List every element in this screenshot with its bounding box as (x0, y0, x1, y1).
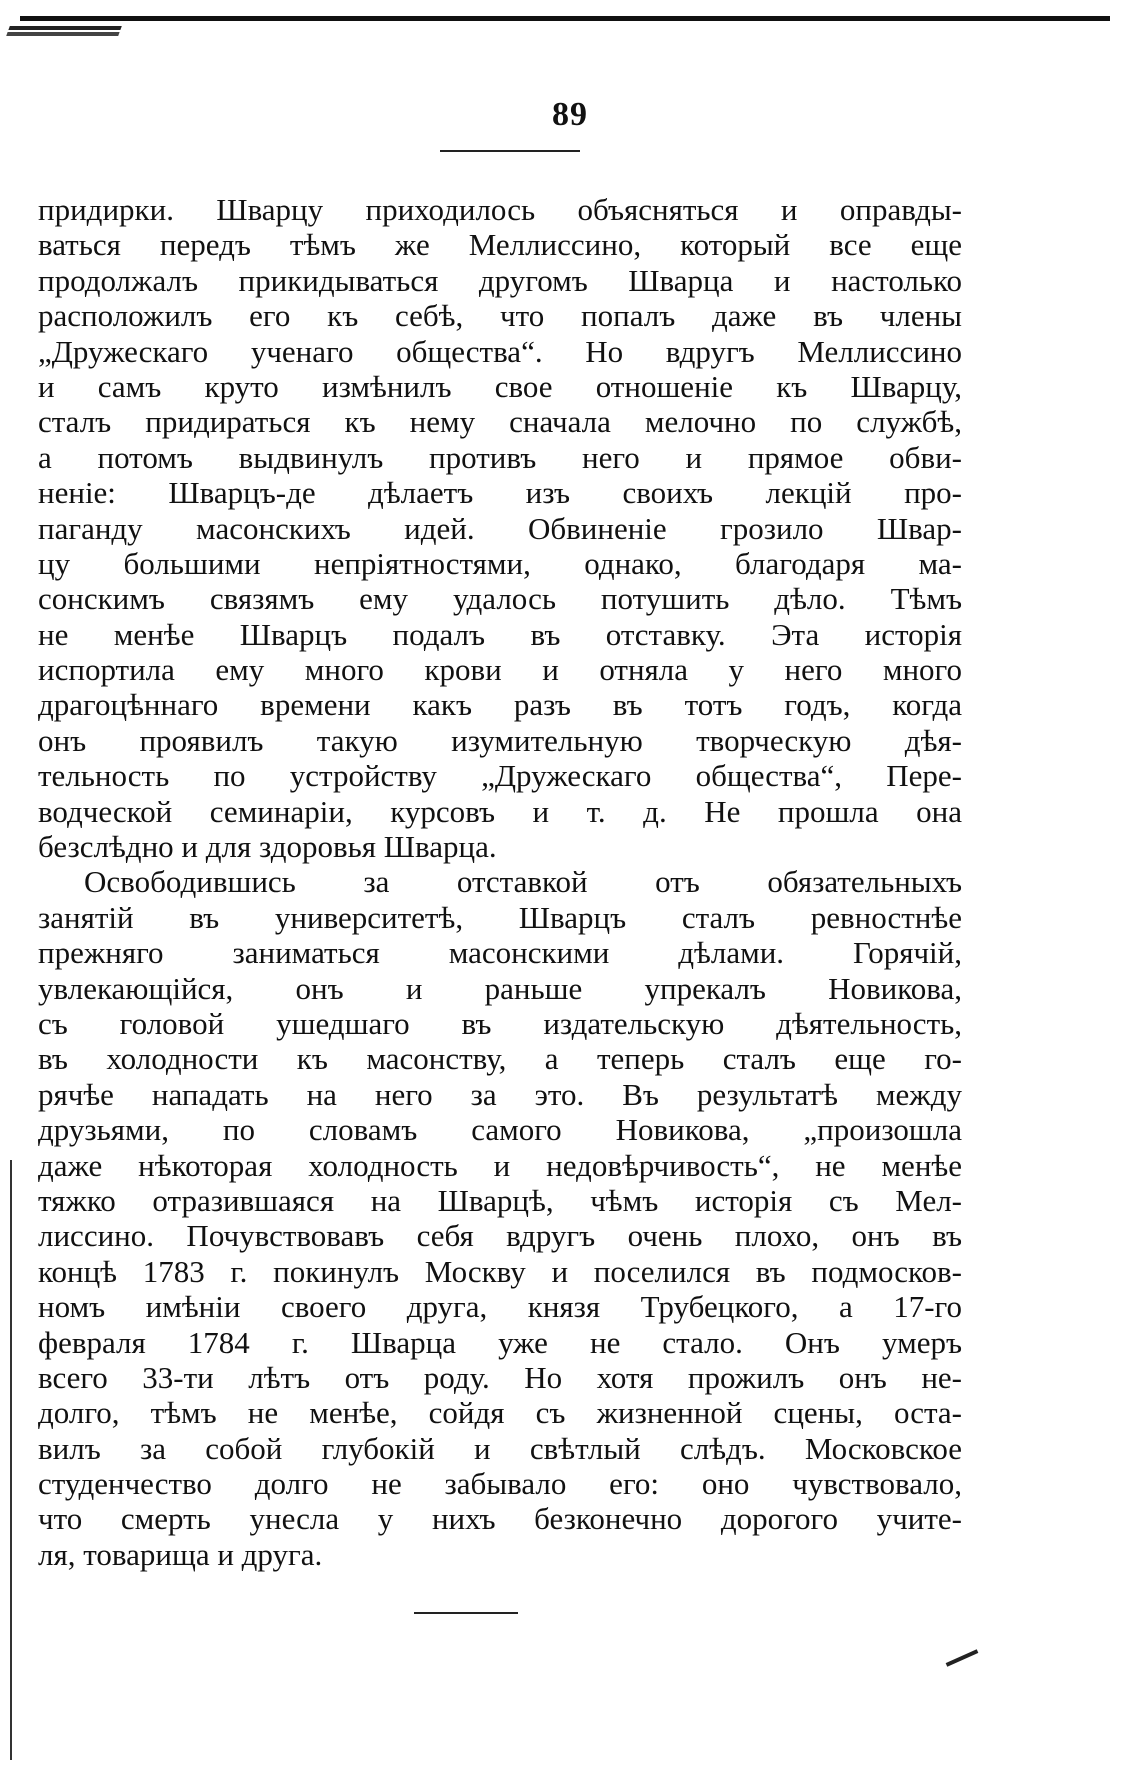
text-line: тельность по устройству „Дружескаго общества“, Пере- (38, 758, 962, 794)
text-line: ля, товарища и друга. (38, 1536, 323, 1572)
text-line: Освободившись за отставкой отъ обязательныхъ (84, 864, 962, 900)
text-line: долго, тѣмъ не менѣе, сойдя съ жизненной сцены, оста- (38, 1395, 962, 1431)
text-line: концѣ 1783 г. покинулъ Москву и поселился въ подмосков- (38, 1253, 962, 1289)
text-line: въ холодности къ масонству, а теперь сталъ еще го- (38, 1041, 962, 1077)
text-line: испортила ему много крови и отняла у него много (38, 652, 962, 688)
text-line: а потомъ выдвинулъ противъ него и прямое обви- (38, 439, 962, 475)
text-line: февраля 1784 г. Шварца уже не стало. Онъ умеръ (38, 1324, 962, 1360)
text-line: студенчество долго не забывало его: оно чувствовало, (38, 1466, 962, 1502)
end-of-text-rule (414, 1612, 518, 1614)
text-line: занятій въ университетѣ, Шварцъ сталъ ревностнѣе (38, 899, 962, 935)
text-line: всего 33-ти лѣтъ отъ роду. Но хотя прожилъ онъ не- (38, 1359, 962, 1395)
text-line: увлекающійся, онъ и раньше упрекалъ Новикова, (38, 970, 962, 1006)
text-line: „Дружескаго ученаго общества“. Но вдругъ Меллиссино (38, 333, 962, 369)
text-line: и самъ круто измѣнилъ свое отношеніе къ Шварцу, (38, 368, 962, 404)
text-line: даже нѣкоторая холодность и недовѣрчивость“, не менѣе (38, 1147, 962, 1183)
text-line: тяжко отразившаяся на Шварцѣ, чѣмъ исторія съ Мел- (38, 1182, 962, 1218)
text-line: лиссино. Почувствовавъ себя вдругъ очень плохо, онъ въ (38, 1218, 962, 1254)
text-line: неніе: Шварцъ-де дѣлаетъ изъ своихъ лекцій про- (38, 475, 962, 511)
text-line: сонскимъ связямъ ему удалось потушить дѣло. Тѣмъ (38, 581, 962, 617)
top-left-scan-mark (6, 26, 122, 36)
pencil-mark (946, 1649, 979, 1666)
text-line: рячѣе нападать на него за это. Въ результатѣ между (38, 1076, 962, 1112)
body-text (38, 192, 962, 1612)
text-line: паганду масонскихъ идей. Обвиненіе грозило Швар- (38, 510, 962, 546)
text-line: придирки. Шварцу приходилось объясняться и оправды- (38, 192, 962, 227)
page-number-underline (440, 150, 580, 152)
text-line: цу большими непріятностями, однако, благодаря ма- (38, 545, 962, 581)
left-margin-line (10, 1160, 12, 1760)
text-line: прежняго заниматься масонскими дѣлами. Горячій, (38, 935, 962, 971)
paragraph (38, 192, 962, 864)
text-line: номъ имѣніи своего друга, князя Трубецкого, а 17-го (38, 1289, 962, 1325)
text-line: онъ проявилъ такую изумительную творческую дѣя- (38, 722, 962, 758)
text-line: водческой семинаріи, курсовъ и т. д. Не прошла она (38, 793, 962, 829)
text-line: съ головой ушедшаго въ издательскую дѣятельность, (38, 1005, 962, 1041)
text-line: безслѣдно и для здоровья Шварца. (38, 829, 497, 865)
text-line: вилъ за собой глубокій и свѣтлый слѣдъ. Московское (38, 1430, 962, 1466)
page-number: 89 (552, 96, 588, 133)
text-line: друзьями, по словамъ самого Новикова, „произошла (38, 1112, 962, 1148)
top-border-rule (20, 16, 1110, 21)
text-line: что смерть унесла у нихъ безконечно дорогого учите- (38, 1501, 962, 1537)
text-line: продолжалъ прикидываться другомъ Шварца и настолько (38, 262, 962, 298)
text-line: ваться передъ тѣмъ же Меллиссино, который все еще (38, 227, 962, 263)
text-line: сталъ придираться къ нему сначала мелочно по службѣ, (38, 404, 962, 440)
paragraph (38, 864, 962, 1572)
text-line: расположилъ его къ себѣ, что попалъ даже въ члены (38, 298, 962, 334)
text-line: не менѣе Шварцъ подалъ въ отставку. Эта исторія (38, 616, 962, 652)
text-line: драгоцѣннаго времени какъ разъ въ тотъ годъ, когда (38, 687, 962, 723)
